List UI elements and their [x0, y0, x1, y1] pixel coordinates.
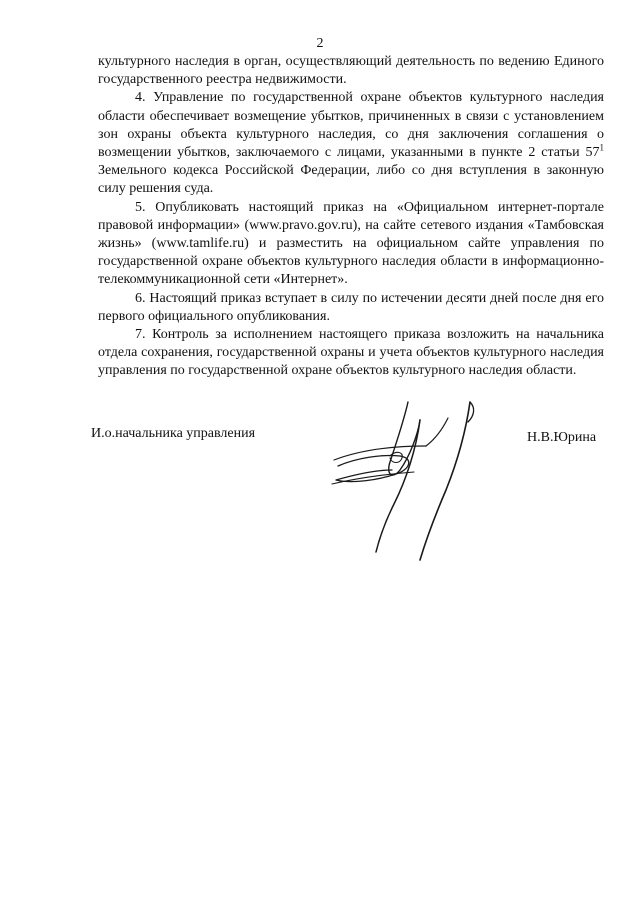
signatory-name: Н.В.Юрина: [527, 430, 597, 445]
document-body: [98, 53, 604, 381]
signature-stroke: [389, 402, 420, 475]
paragraph-continuation: культурного наследия в орган, осуществляющий деятельность по ведению Единого государственного реестра недвижимости.: [98, 54, 604, 88]
signature-stroke: [426, 418, 448, 446]
signature-stroke: [336, 455, 409, 481]
paragraph-7: 7. Контроль за исполнением настоящего приказа возложить на начальника отдела сохранения, государственной охраны и учета объектов культурного наследия управления по государственной охране объектов культурного наследия области.: [98, 327, 604, 379]
signatory-position: И.о.начальника управления: [91, 426, 256, 441]
paragraph-5: 5. Опубликовать настоящий приказ на «Официальном интернет-портале правовой информации» (www.pravo.gov.ru), на сайте сетевого издания «Тамбовская жизнь» (www.tamlife.ru) и разместить на официальном сайте управления по государственной охране объектов культурного наследия области в информационно-телекоммуникационной сети «Интернет».: [98, 199, 604, 288]
paragraph-4: [98, 89, 604, 198]
paragraph-6: 6. Настоящий приказ вступает в силу по истечении десяти дней после дня его первого официального опубликования.: [98, 290, 604, 324]
signature-stroke: [376, 420, 420, 552]
page-number: 2: [316, 36, 324, 51]
paragraph-4-text-end: Земельного кодекса Российской Федерации, либо со дня вступления в законную силу решения суда.: [98, 163, 604, 197]
paragraph-4-text-start: 4. Управление по государственной охране объектов культурного наследия области обеспечивает возмещение убытков, причиненных в связи с установлением зон охраны объекта культурного наследия, со дня заключения соглашения о возмещении убытков, заключаемого с лицами, указанными в пункте 2 статьи 57: [98, 90, 604, 161]
signature-stroke: [420, 402, 470, 560]
handwritten-signature: [330, 400, 500, 565]
article-superscript: 1: [599, 142, 604, 153]
